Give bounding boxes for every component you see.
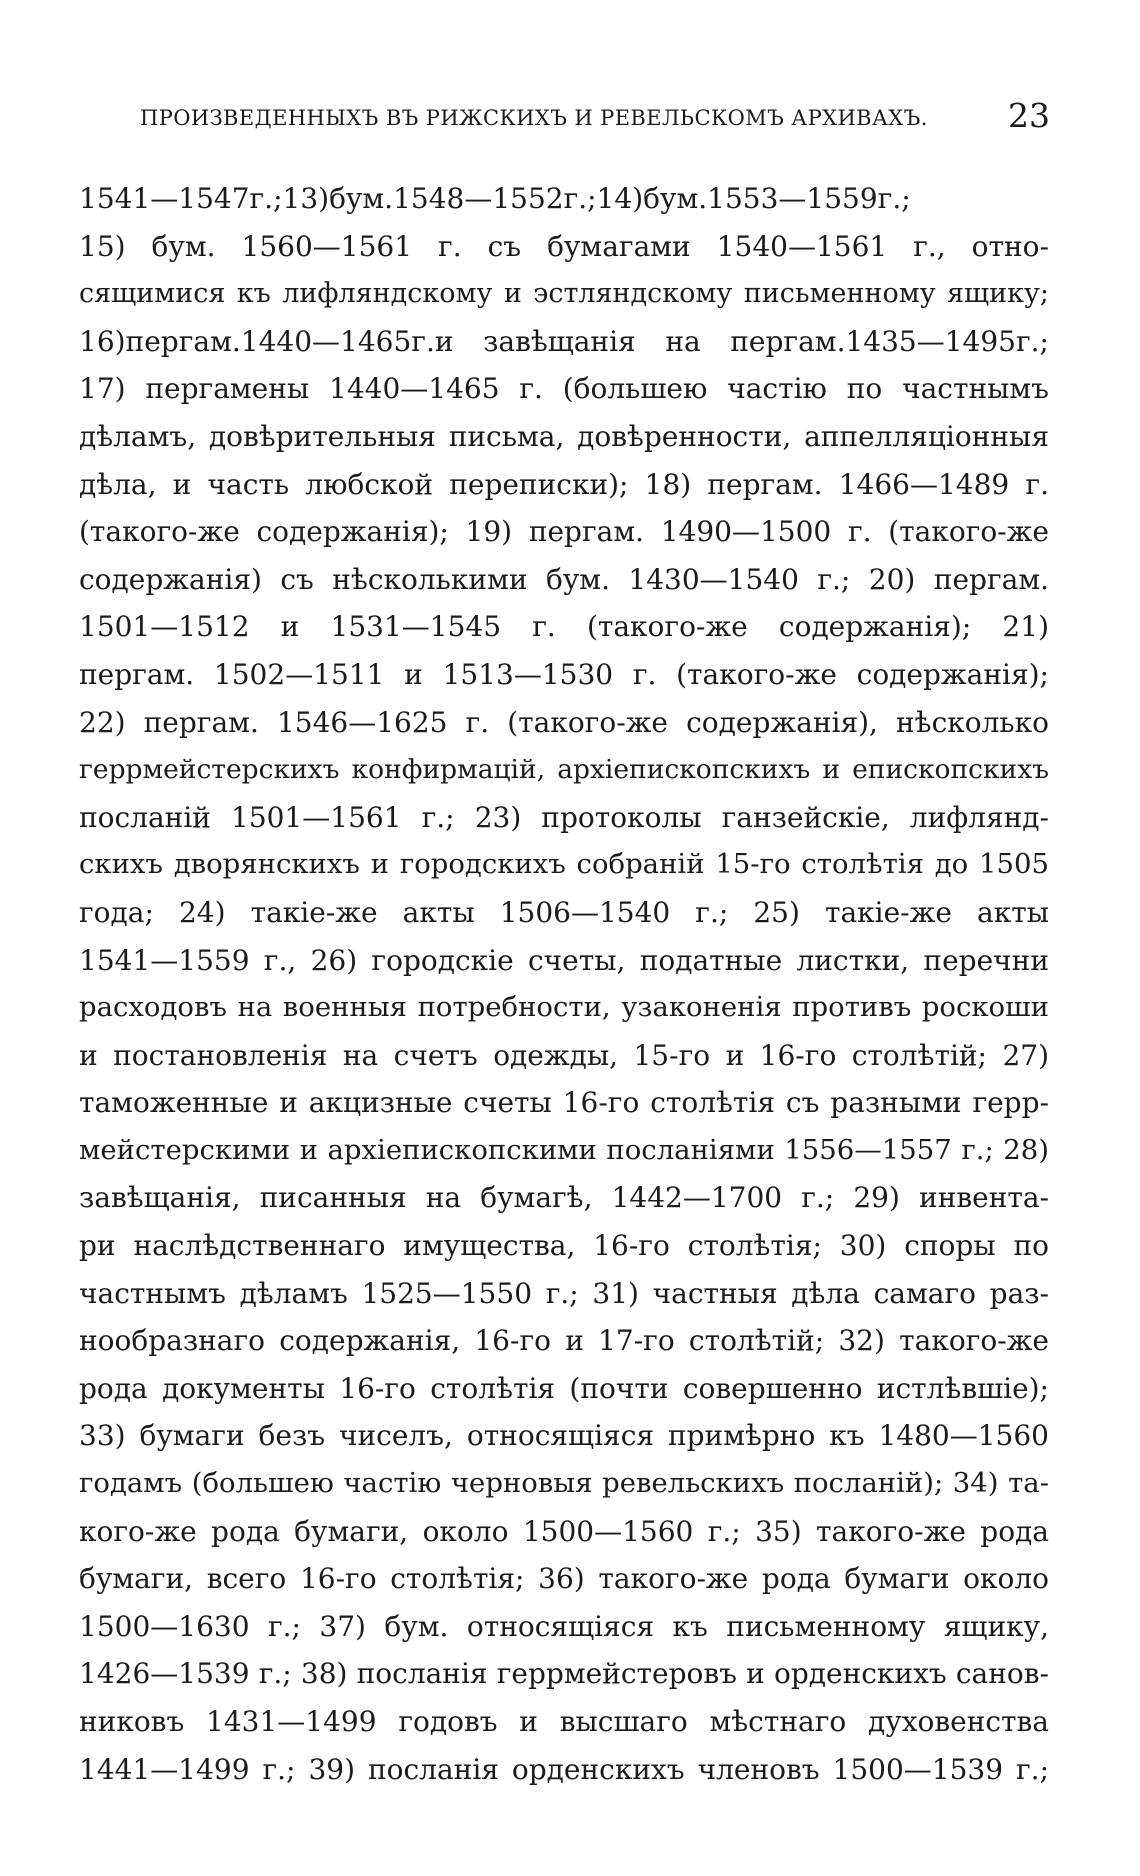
text-line: 15) бум. 1560—1561 г. съ бумагами 1540—1561 г., отно- xyxy=(79,229,1049,263)
text-line: (такого-же содержанія); 19) пергам. 1490—1500 г. (такого-же xyxy=(79,515,1049,549)
text-line: расходовъ на военныя потребности, узаконенія противъ роскоши xyxy=(79,991,1049,1024)
text-line: мейстерскими и архіепископскими посланіями 1556—1557 г.; 28) xyxy=(79,1133,1049,1166)
text-line: частнымъ дѣламъ 1525—1550 г.; 31) частныя дѣла самаго раз- xyxy=(79,1276,1049,1310)
text-line: 1426—1539 г.; 38) посланія геррмейстеровъ и орденскихъ санов- xyxy=(79,1657,1049,1691)
text-line: 16)пергам.1440—1465г.и завѣщанія на пергам.1435—1495г.; xyxy=(79,324,1049,358)
text-line: геррмейстерскихъ конфирмацій, архіепископскихъ и епископскихъ xyxy=(79,754,1049,786)
text-line: нообразнаго содержанія, 16-го и 17-го столѣтій; 32) такого-же xyxy=(79,1324,1049,1358)
text-line: сящимися къ лифляндскому и эстляндскому письменному ящику; xyxy=(79,278,1049,310)
text-line: и постановленія на счетъ одежды, 15-го и 16-го столѣтій; 27) xyxy=(79,1038,1049,1072)
running-head xyxy=(140,96,1050,136)
text-line: 33) бумаги безъ чиселъ, относящіяся примѣрно къ 1480—1560 xyxy=(79,1419,1049,1453)
text-line: 1541—1547г.;13)бум.1548—1552г.;14)бум.1553—1559г.; xyxy=(79,182,911,215)
text-line: посланій 1501—1561 г.; 23) протоколы ганзейскіе, лифлянд- xyxy=(79,800,1049,834)
text-line: пергам. 1502—1511 и 1513—1530 г. (такого-же содержанія); xyxy=(79,657,1049,691)
text-line: годамъ (большею частію черновыя ревельскихъ посланій); 34) та- xyxy=(79,1467,1049,1500)
text-line: кого-же рода бумаги, около 1500—1560 г.; 35) такого-же рода xyxy=(79,1514,1049,1548)
running-title: ПРОИЗВЕДЕННЫХЪ ВЪ РИЖСКИХЪ И РЕВЕЛЬСКОМЪ АРХИВАХЪ. xyxy=(140,106,928,130)
text-line: 17) пергамены 1440—1465 г. (большею частію по частнымъ xyxy=(79,372,1049,406)
text-line: года; 24) такіе-же акты 1506—1540 г.; 25) такіе-же акты xyxy=(79,895,1049,929)
text-line: 1541—1559 г., 26) городскіе счеты, податные листки, перечни xyxy=(79,943,1049,977)
body-text xyxy=(79,175,1049,1793)
text-line: таможенные и акцизные счеты 16-го столѣтія съ разными герр- xyxy=(79,1086,1049,1120)
text-line: дѣла, и часть любской переписки); 18) пергам. 1466—1489 г. xyxy=(79,467,1049,501)
text-line: 22) пергам. 1546—1625 г. (такого-же содержанія), нѣсколько xyxy=(79,705,1049,739)
text-line: ри наслѣдственнаго имущества, 16-го столѣтія; 30) споры по xyxy=(79,1229,1049,1263)
text-line: 1501—1512 и 1531—1545 г. (такого-же содержанія); 21) xyxy=(79,610,1049,644)
text-line: завѣщанія, писанныя на бумагѣ, 1442—1700 г.; 29) инвента- xyxy=(79,1181,1049,1215)
text-line: бумаги, всего 16-го столѣтія; 36) такого-же рода бумаги около xyxy=(79,1562,1049,1596)
text-line: 1441—1499 г.; 39) посланія орденскихъ членовъ 1500—1539 г.; xyxy=(79,1752,1049,1786)
text-line: никовъ 1431—1499 годовъ и высшаго мѣстнаго духовенства xyxy=(79,1705,1049,1738)
text-line: содержанія) съ нѣсколькими бум. 1430—1540 г.; 20) пергам. xyxy=(79,562,1049,596)
page-number: 23 xyxy=(1008,96,1050,135)
text-line: скихъ дворянскихъ и городскихъ собраній 15-го столѣтія до 1505 xyxy=(79,848,1049,881)
text-line: дѣламъ, довѣрительныя письма, довѣренности, аппелляціонныя xyxy=(79,419,1049,453)
text-line: рода документы 16-го столѣтія (почти совершенно истлѣвшіе); xyxy=(79,1371,1049,1405)
text-line: 1500—1630 г.; 37) бум. относящіяся къ письменному ящику, xyxy=(79,1609,1049,1643)
